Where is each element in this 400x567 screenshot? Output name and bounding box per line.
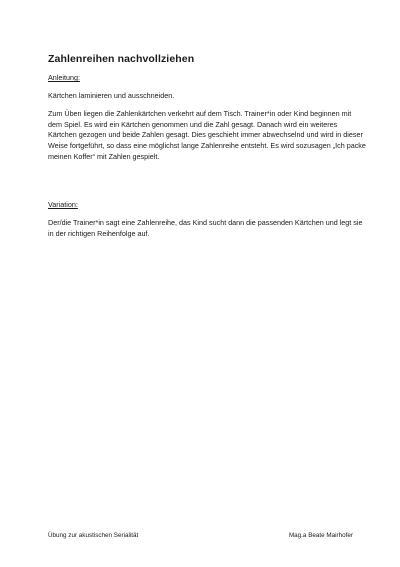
variation-paragraph: Der/die Trainer*in sagt eine Zahlenreihe, das Kind sucht dann die passenden Kärtchen und legt sie in der richtigen Reihenfolge auf. bbox=[48, 218, 363, 238]
footer-right-text: Mag.a Beate Mairhofer bbox=[288, 532, 353, 539]
footer-left-text: Übung zur akustischen Serialität bbox=[48, 532, 139, 539]
instructions-paragraph-1: Kärtchen laminieren und ausschneiden. bbox=[48, 91, 175, 100]
section-heading-variation: Variation: bbox=[48, 200, 78, 209]
page-title: Zahlenreihen nachvollziehen bbox=[48, 53, 195, 65]
instructions-paragraph-2: Zum Üben liegen die Zahlenkärtchen verkehrt auf dem Tisch. Trainer*in oder Kind beginnen mit dem Spiel. Es wird ein Kärtchen genommen und die Zahl gesagt. Danach wird ein weiteres Kärtchen gezogen und beide Zahlen gesagt. Dies geschieht immer abwechselnd und wird in dieser Weise fortgeführt, so dass eine möglichst lange Zahlenreihe entsteht. Es wird sozusagen „Ich packe meinen Koffer“ mit Zahlen gespielt. bbox=[48, 109, 366, 161]
section-heading-instructions: Anleitung: bbox=[48, 73, 80, 82]
